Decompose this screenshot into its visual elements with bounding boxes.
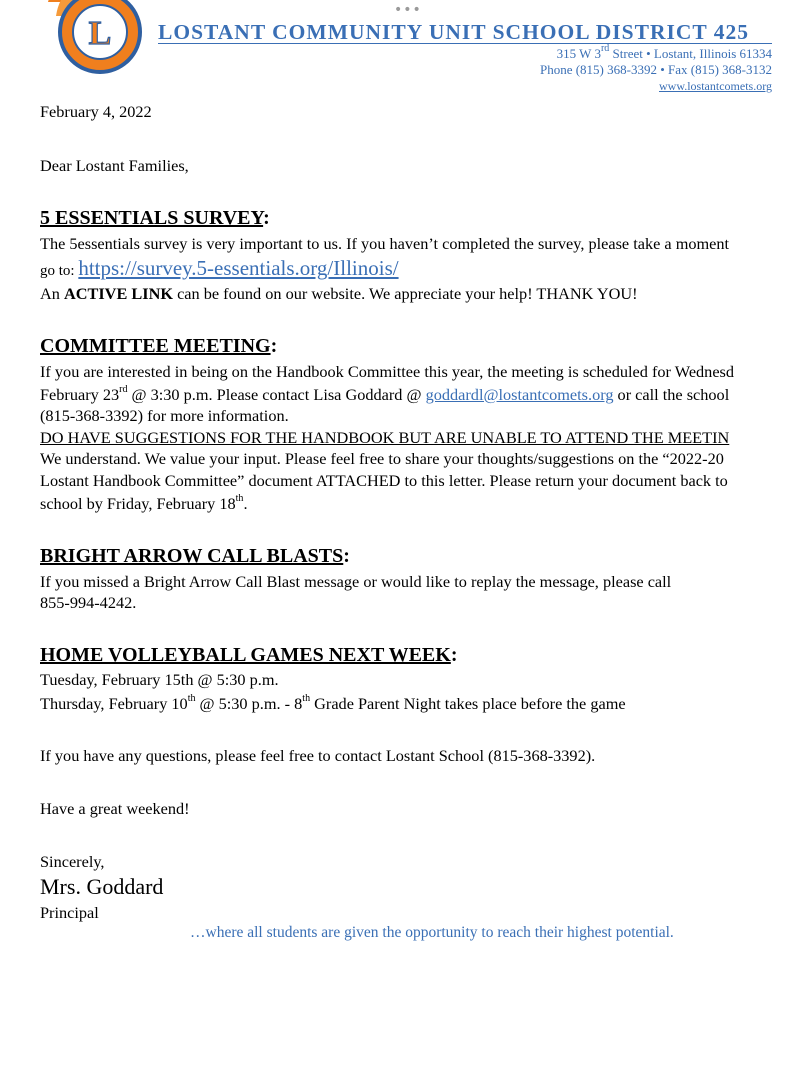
callblast-phone: 855-994-4242. xyxy=(40,593,137,612)
more-options-icon[interactable]: ••• xyxy=(394,2,422,18)
volleyball-game-1: Tuesday, February 15th @ 5:30 p.m. xyxy=(40,670,279,689)
committee-text-3: (815-368-3392) for more information. xyxy=(40,406,289,425)
district-address: 315 W 3rd Street • Lostant, Illinois 61334 xyxy=(556,42,772,61)
committee-text-6: Lostant Handbook Committee” document ATTACHED to this letter. Please return your document back to xyxy=(40,471,728,490)
signature-title: Principal xyxy=(40,903,99,922)
signature-name: Mrs. Goddard xyxy=(40,874,164,899)
letter-greeting: Dear Lostant Families, xyxy=(40,156,189,175)
section-heading-volleyball: HOME VOLLEYBALL GAMES NEXT WEEK: xyxy=(40,644,458,666)
committee-suggestions-heading: DO HAVE SUGGESTIONS FOR THE HANDBOOK BUT ARE UNABLE TO ATTEND THE MEETIN xyxy=(40,428,730,447)
survey-text: The 5essentials survey is very important to us. If you haven’t completed the survey, please take a moment xyxy=(40,234,730,253)
survey-active-link-text: An ACTIVE LINK can be found on our website. We appreciate your help! THANK YOU! xyxy=(40,284,638,303)
section-heading-survey: 5 ESSENTIALS SURVEY: xyxy=(40,207,270,229)
school-logo-icon xyxy=(40,0,150,82)
survey-link[interactable]: https://survey.5-essentials.org/Illinois/ xyxy=(78,256,399,280)
callblast-text-1: If you missed a Bright Arrow Call Blast message or would like to replay the message, please call xyxy=(40,572,672,591)
volleyball-game-2: Thursday, February 10th @ 5:30 p.m. - 8th Grade Parent Night takes place before the game xyxy=(40,692,626,713)
school-motto: …where all students are given the opportunity to reach their highest potential. xyxy=(190,924,674,941)
section-heading-committee: COMMITTEE MEETING: xyxy=(40,335,278,357)
email-link[interactable]: goddardl@lostantcomets.org xyxy=(425,385,614,404)
committee-text-2: February 23rd @ 3:30 p.m. Please contact Lisa Goddard @ goddardl@lostantcomets.org or call the school xyxy=(40,383,730,404)
committee-text-1: If you are interested in being on the Handbook Committee this year, the meeting is scheduled for Wednesd xyxy=(40,362,735,381)
letter-date: February 4, 2022 xyxy=(40,102,152,121)
questions-text: If you have any questions, please feel free to contact Lostant School (815-368-3392). xyxy=(40,746,596,765)
district-name: LOSTANT COMMUNITY UNIT SCHOOL DISTRICT 425 xyxy=(158,20,749,44)
signoff: Sincerely, xyxy=(40,852,105,871)
survey-goto: go to: https://survey.5-essentials.org/Illinois/ xyxy=(40,256,399,280)
section-heading-callblast: BRIGHT ARROW CALL BLASTS: xyxy=(40,545,350,567)
logo-letter: L xyxy=(88,15,112,52)
district-phone-fax: Phone (815) 368-3392 • Fax (815) 368-3132 xyxy=(539,62,772,77)
district-website-link[interactable]: www.lostantcomets.org xyxy=(659,79,772,93)
closing-wish: Have a great weekend! xyxy=(40,799,190,818)
committee-text-5: We understand. We value your input. Please feel free to share your thoughts/suggestions on the “2022-20 xyxy=(40,449,724,468)
header-divider xyxy=(158,43,772,44)
committee-text-7: school by Friday, February 18th. xyxy=(40,492,248,513)
